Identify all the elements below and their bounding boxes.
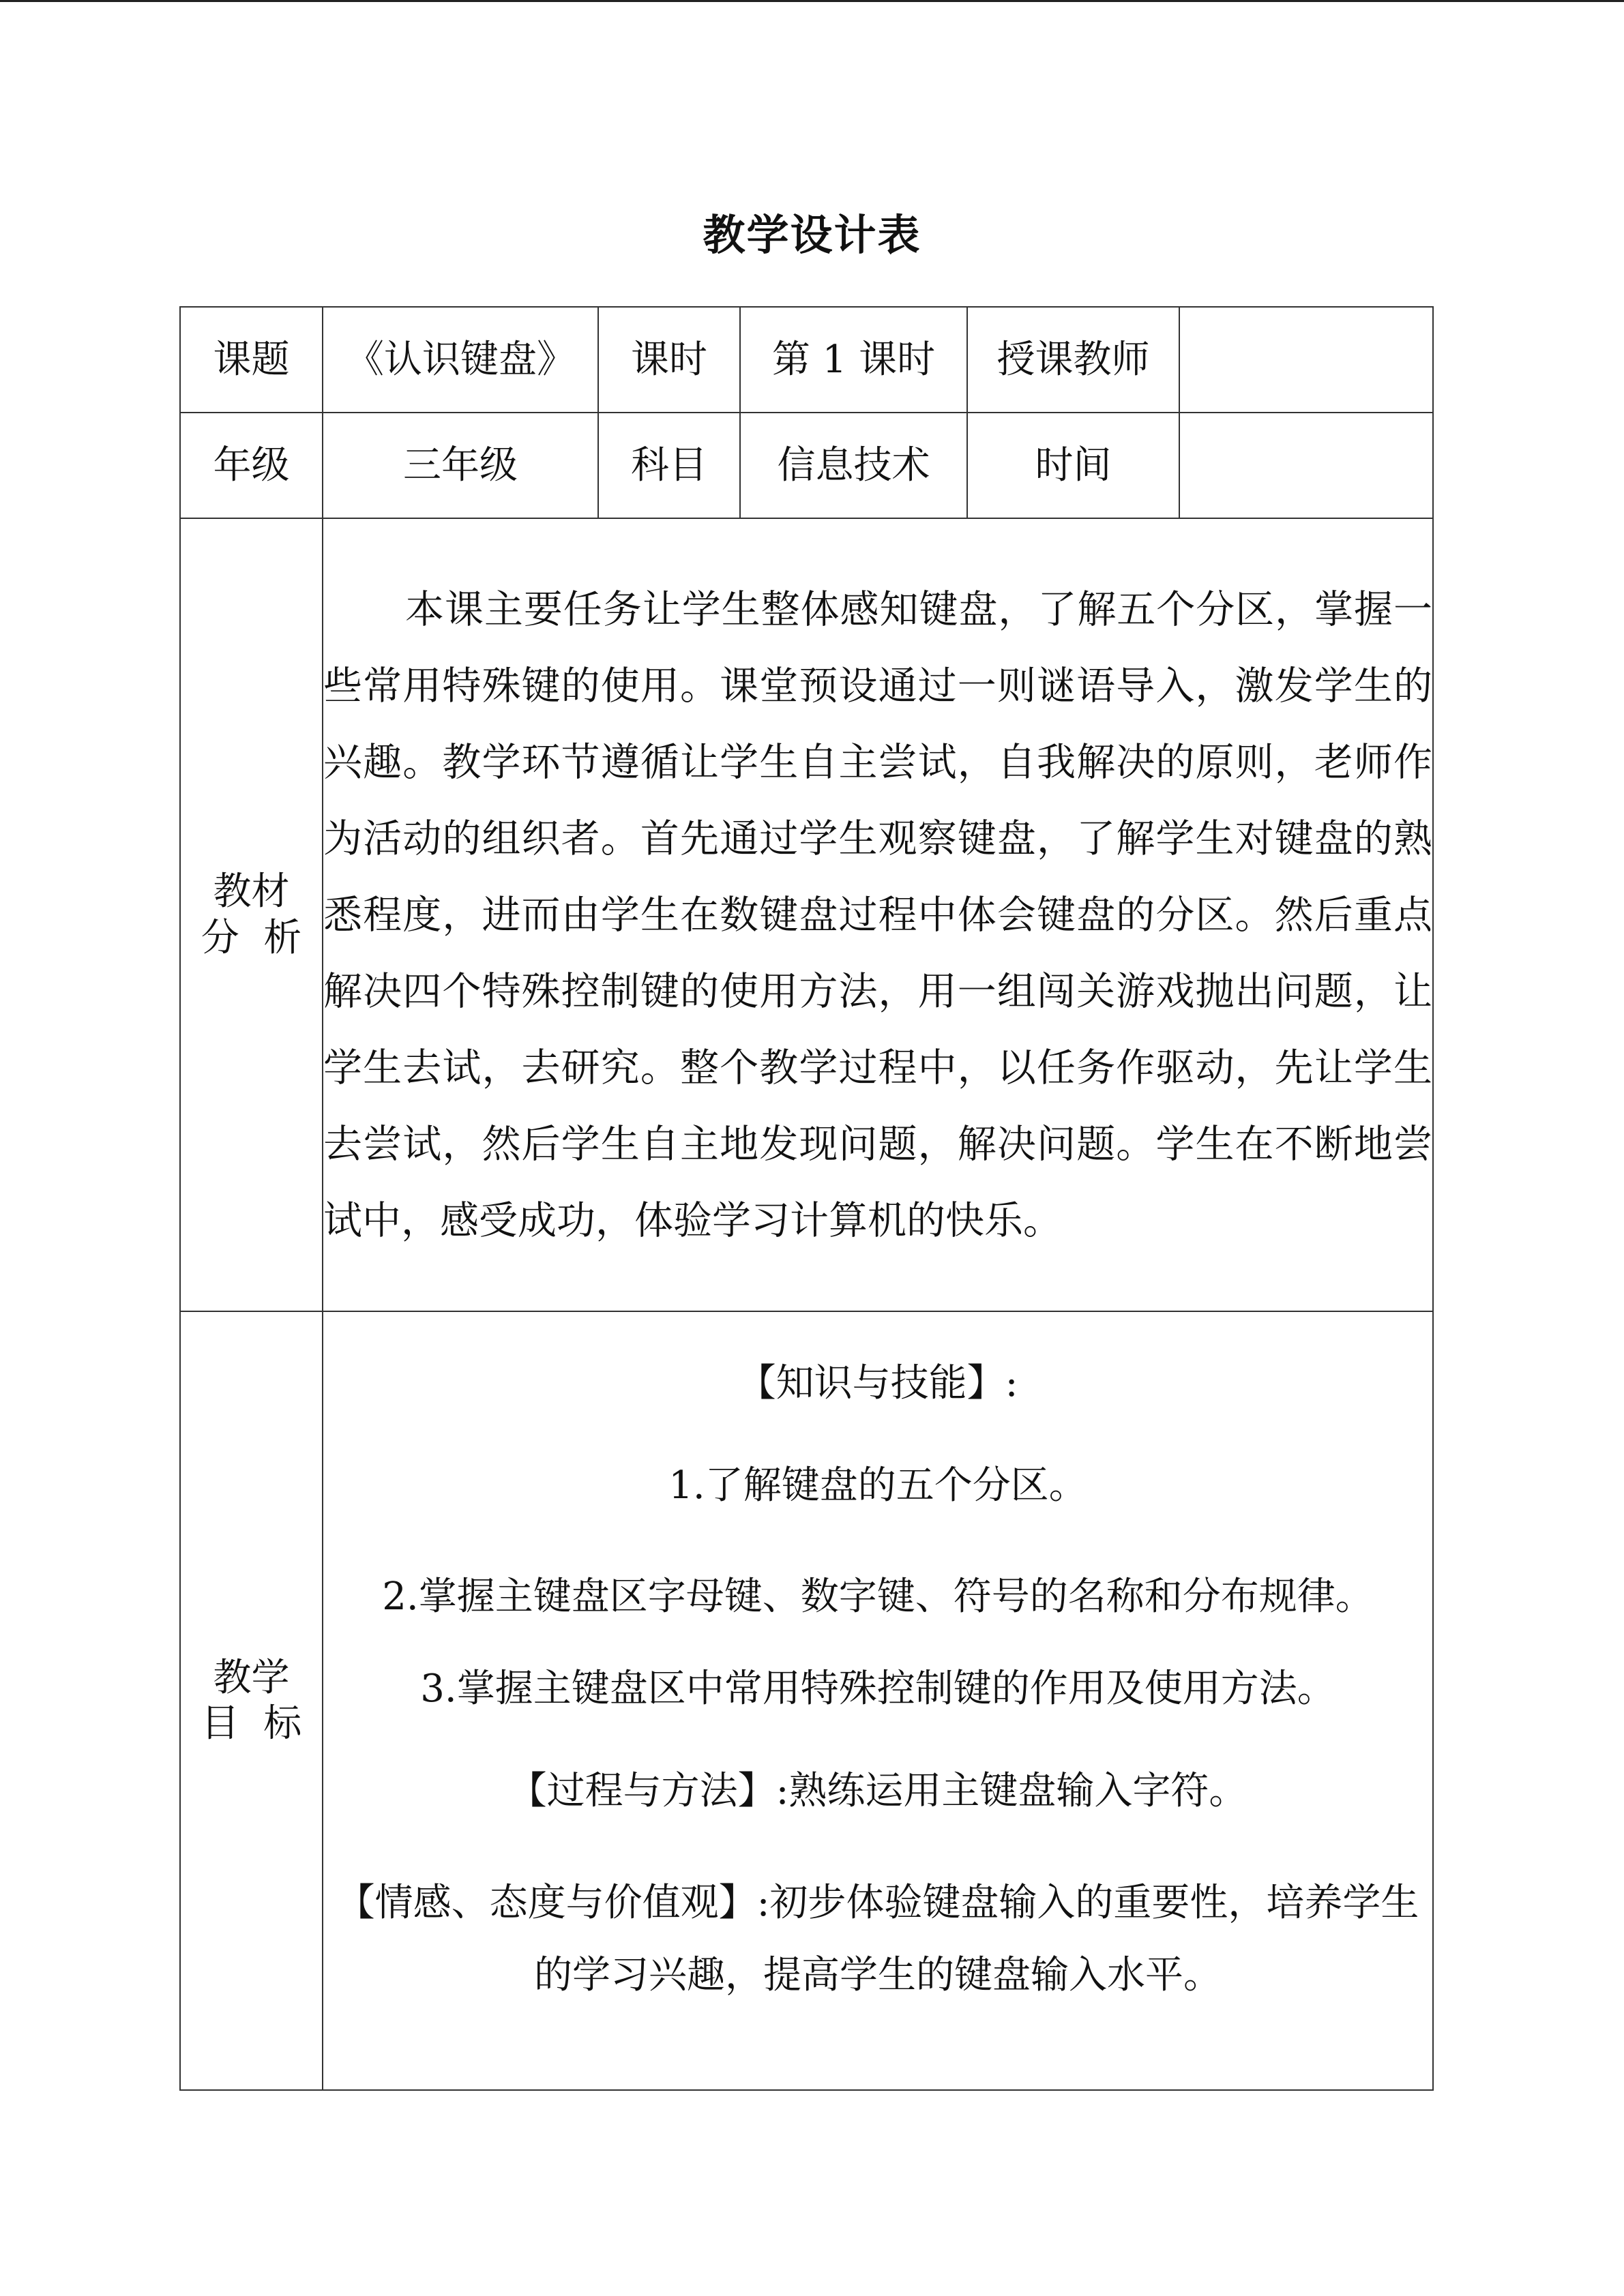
grade-label: 年级 <box>180 413 323 518</box>
analysis-label-line1: 教材 <box>213 869 290 914</box>
goals-label <box>180 1311 323 2090</box>
process-method: 【过程与方法】:熟练运用主键盘输入字符。 <box>508 1769 1247 1813</box>
topic-label: 课题 <box>180 307 323 413</box>
table-row-grade <box>180 413 1433 518</box>
knowledge-heading: 【知识与技能】: <box>737 1361 1018 1405</box>
goal-item-1: 1.了解键盘的五个分区。 <box>668 1463 1087 1508</box>
analysis-content <box>323 518 1433 1311</box>
grade-value: 三年级 <box>323 413 598 518</box>
teacher-label: 授课教师 <box>967 307 1179 413</box>
analysis-label-line2: 分 析 <box>201 915 302 960</box>
lesson-design-table <box>179 306 1434 2091</box>
time-value <box>1179 413 1433 518</box>
subject-value: 信息技术 <box>740 413 967 518</box>
goals-content <box>323 1311 1433 2090</box>
topic-value: 《认识键盘》 <box>323 307 598 413</box>
document-title: 教学设计表 <box>703 210 921 260</box>
emotion-values: 【情感、态度与价值观】:初步体验键盘输入的重要性，培养学生的学习兴趣，提高学生的键盘输入水平。 <box>336 1881 1419 1997</box>
goals-label-line1: 教学 <box>213 1655 290 1700</box>
analysis-text: 本课主要任务让学生整体感知键盘，了解五个分区，掌握一些常用特殊键的使用。课堂预设通过一则谜语导入，激发学生的兴趣。教学环节遵循让学生自主尝试，自我解决的原则，老师作为活动的组织者。首先通过学生观察键盘，了解学生对键盘的熟悉程度，进而由学生在数键盘过程中体会键盘的分区。然后重点解决四个特殊控制键的使用方法，用一组闯关游戏抛出问题，让学生去试，去研究。整个教学过程中，以任务作驱动，先让学生去尝试，然后学生自主地发现问题，解决问题。学生在不断地尝试中，感受成功，体验学习计算机的快乐。 <box>323 586 1432 1243</box>
time-label: 时间 <box>967 413 1179 518</box>
subject-label: 科目 <box>598 413 740 518</box>
page-top-border <box>0 0 1624 2</box>
table-row-topic <box>180 307 1433 413</box>
goals-label-line2: 目 标 <box>201 1701 302 1746</box>
goal-item-3: 3.掌握主键盘区中常用特殊控制键的作用及使用方法。 <box>420 1667 1335 1711</box>
period-value: 第 1 课时 <box>740 307 967 413</box>
table-row-analysis <box>180 518 1433 1311</box>
teacher-value <box>1179 307 1433 413</box>
period-label: 课时 <box>598 307 740 413</box>
goal-item-2: 2.掌握主键盘区字母键、数字键、符号的名称和分布规律。 <box>382 1575 1374 1619</box>
table-row-goals <box>180 1311 1433 2090</box>
analysis-label <box>180 518 323 1311</box>
